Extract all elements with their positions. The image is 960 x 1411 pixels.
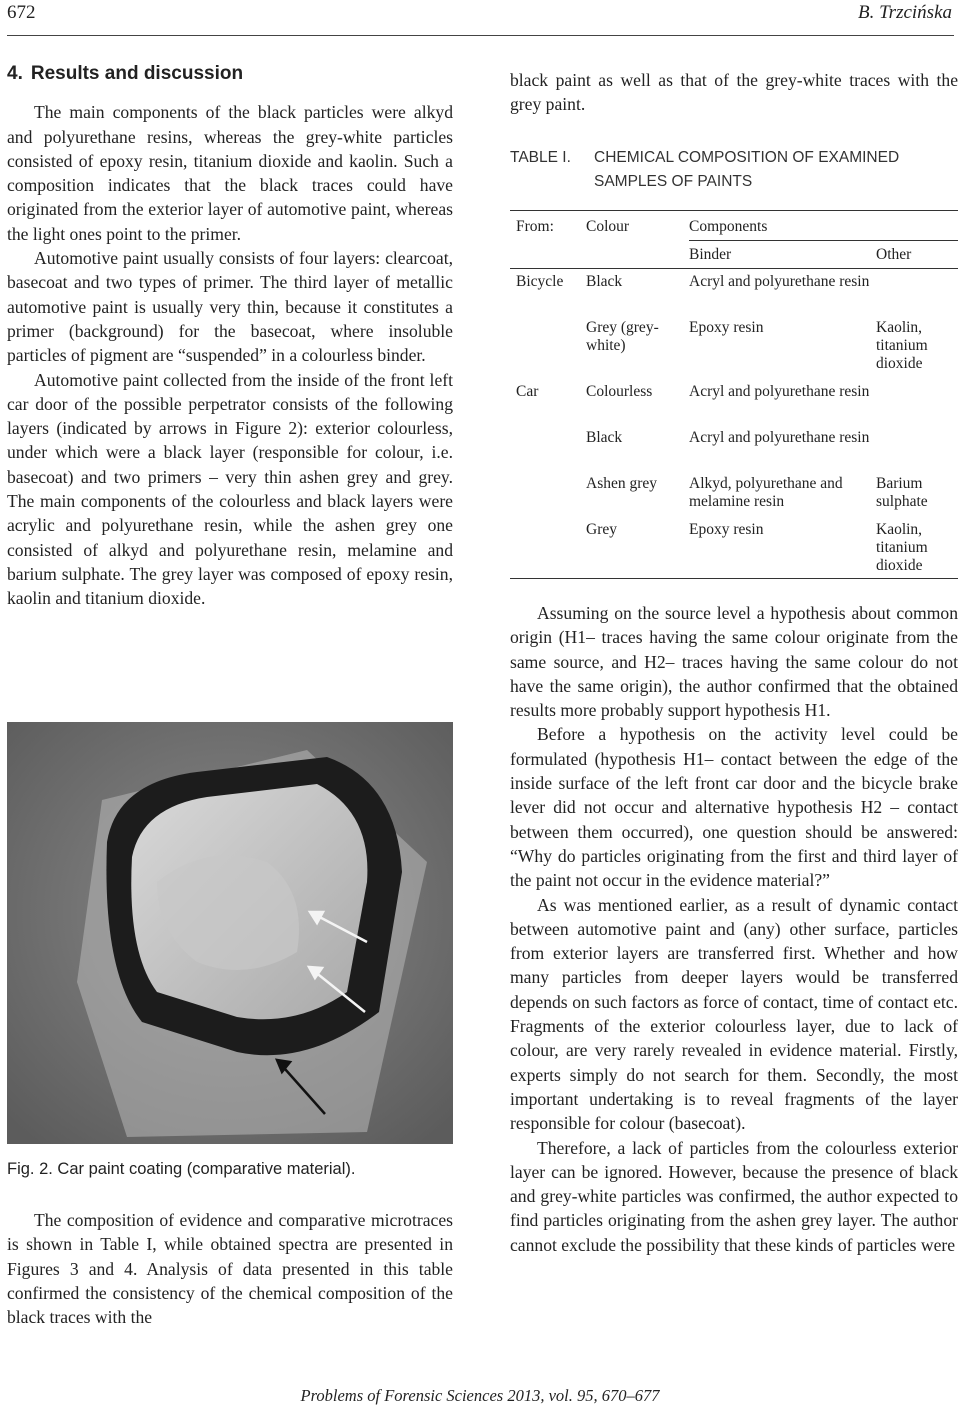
- table-header-from: From:: [516, 218, 554, 235]
- figure-paint-coating-photo: [7, 722, 453, 1144]
- table-label: TABLE I.: [510, 149, 571, 166]
- section-heading: [7, 62, 453, 86]
- page-number: 672: [7, 2, 36, 23]
- table-cell-colour: Grey (grey-white): [586, 319, 659, 354]
- table-rule-components: [689, 240, 958, 241]
- table-cell-other: Kaolin, titanium dioxide: [876, 319, 928, 372]
- right-column-top: [510, 68, 958, 117]
- table-header-colour: Colour: [586, 218, 630, 235]
- section-number: 4.: [7, 63, 23, 84]
- table-cell-other: Barium sulphate: [876, 475, 928, 510]
- table-cell-binder: Acryl and polyurethane resin: [689, 273, 870, 290]
- left-column-bottom: [7, 1208, 453, 1329]
- paragraph: The composition of evidence and comparative microtraces is shown in Table I, while obtained spectra are presented in Figures 3 and 4. Analysis of data presented in this table confirmed the consistency of the chemical composition of the black traces with the: [7, 1210, 453, 1328]
- header-rule: [7, 35, 954, 36]
- table-cell-binder: Epoxy resin: [689, 521, 764, 538]
- paragraph: Automotive paint collected from the inside of the front left car door of the possible perpetrator consists of the following layers (indicated by arrows in Figure 2): exterior colourless, under which were a black layer (responsible for colour, i.e. basecoat) and two primers – very thin ashen grey and grey. The main components of the colourless and black layers were acrylic and polyurethane resin, while the ashen grey one consisted of alkyd and polyurethane resin, melamine and barium sulphate. The grey layer was composed of epoxy resin, kaolin and titanium dioxide.: [7, 369, 453, 609]
- table-cell-binder: Acryl and polyurethane resin: [689, 383, 870, 400]
- running-author: B. Trzcińska: [858, 2, 952, 23]
- table-rule-bottom: [510, 578, 958, 579]
- table-title: CHEMICAL COMPOSITION OF EXAMINED SAMPLES OF PAINTS: [594, 149, 900, 190]
- left-column: [7, 62, 453, 611]
- paragraph: Therefore, a lack of particles from the colourless exterior layer can be ignored. However, because the presence of black and grey-white particles was confirmed, the author expected to find particles originating from the ashen grey layer. The author cannot exclude the possibility that these kinds of particles were: [510, 1137, 958, 1255]
- table-rule-header: [510, 268, 958, 269]
- table-cell-binder: Epoxy resin: [689, 319, 764, 336]
- table-cell-from: Car: [516, 383, 539, 400]
- paragraph: Before a hypothesis on the activity level could be formulated (hypothesis H1– contact between the edge of the inside surface of the left front car door and the bicycle brake lever did not occur and alternative hypothesis H2 – contact between them occurred), one question should be answered: “Why do particles originating from the first and third layer of the paint not occur in the evidence material?”: [510, 724, 958, 891]
- table-cell-other: Kaolin, titanium dioxide: [876, 521, 928, 574]
- paragraph: The main components of the black particles were alkyd and polyurethane resins, whereas the grey-white particles consisted of epoxy resin, titanium dioxide and kaolin. Such a composition indicates that the black traces could have originated from the exterior layer of automotive paint, whereas the light ones point to the primer.: [7, 102, 453, 244]
- table-cell-colour: Black: [586, 429, 623, 446]
- paragraph: Assuming on the source level a hypothesis about common origin (H1– traces having the same colour originate from the same source, and H2– traces having the same colour do not have the same origin), the author confirmed that the obtained results more probably support hypothesis H1.: [510, 603, 958, 721]
- table-cell-binder: Acryl and polyurethane resin: [689, 429, 870, 446]
- figure-caption: Fig. 2. Car paint coating (comparative material).: [7, 1160, 356, 1178]
- table-header-components: Components: [689, 218, 768, 235]
- paragraph: black paint as well as that of the grey-white traces with the grey paint.: [510, 70, 958, 115]
- table-rule-top: [510, 210, 958, 211]
- table-cell-colour: Ashen grey: [586, 475, 658, 492]
- table-cell-binder: Alkyd, polyurethane and melamine resin: [689, 475, 843, 510]
- paragraph: As was mentioned earlier, as a result of dynamic contact between automotive paint and (any) other surface, particles from exterior layers are transferred first. Whether and how many particles from deeper layers would be transferred depends on such factors as force of contact, time of contact etc. Fragments of the exterior colourless layer, due to lack of colour, are very rarely revealed in evidence material. Firstly, experts simply do not search for them. Secondly, the most important undertaking is to reveal fragments of the layer responsible for colour (basecoat).: [510, 894, 958, 1134]
- table-cell-colour: Grey: [586, 521, 617, 538]
- table-header-other: Other: [876, 246, 912, 263]
- table-cell-colour: Colourless: [586, 383, 653, 400]
- paint-chip-image: [7, 722, 453, 1144]
- paragraph: Automotive paint usually consists of four layers: clearcoat, basecoat and two types of primer. The third layer of metallic automotive paint is usually very thin, because it constitutes a primer (background) for the basecoat, where insoluble particles of pigment are “suspended” in a colourless binder.: [7, 248, 453, 366]
- page-header: [0, 0, 960, 36]
- right-column-body: [510, 601, 958, 1257]
- table-cell-from: Bicycle: [516, 273, 564, 290]
- page-footer: Problems of Forensic Sciences 2013, vol. 95, 670–677: [300, 1386, 660, 1405]
- section-title: Results and discussion: [30, 63, 244, 84]
- table-cell-colour: Black: [586, 273, 623, 290]
- table-header-binder: Binder: [689, 246, 732, 263]
